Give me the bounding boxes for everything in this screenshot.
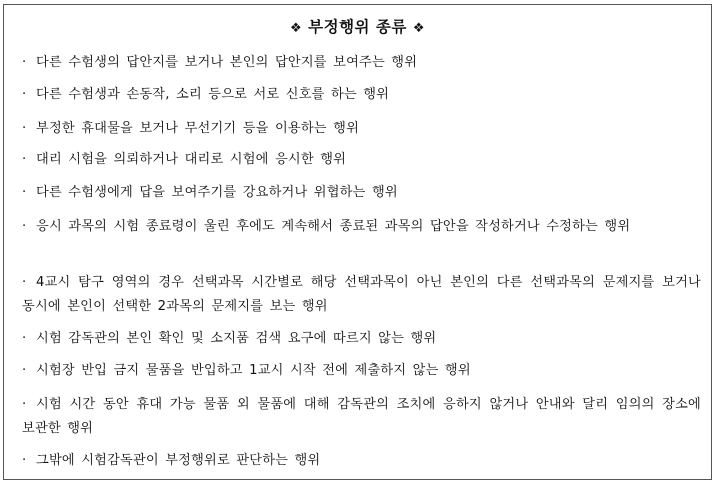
item-text: 다른 수험생의 답안지를 보거나 본인의 답안지를 보여주는 행위: [36, 55, 418, 70]
bullet-icon: ·: [22, 185, 27, 200]
bullet-icon: ·: [22, 219, 27, 234]
title-text: 부정행위 종류: [308, 18, 407, 36]
list-item: [22, 393, 701, 441]
item-text: 시험 감독관의 본인 확인 및 소지품 검색 요구에 따르지 않는 행위: [36, 331, 437, 346]
item-text: 시험 시간 동안 휴대 가능 물품 외 물품에 대해 감독관의 조치에 응하지 않거나 안내와 달리 임의의 장소에 보관한 행위: [22, 397, 701, 436]
bullet-icon: ·: [22, 121, 27, 136]
list-item: [22, 148, 701, 172]
item-text: 다른 수험생에게 답을 보여주기를 강요하거나 위협하는 행위: [36, 185, 398, 200]
item-text: 대리 시험을 의뢰하거나 대리로 시험에 응시한 행위: [36, 152, 347, 167]
list-item: [22, 449, 701, 473]
list-item: [22, 51, 701, 75]
list-item: [22, 271, 701, 319]
list-item: [22, 327, 701, 351]
bullet-icon: ·: [22, 55, 27, 70]
bullet-icon: ·: [22, 331, 27, 346]
bullet-icon: ·: [22, 397, 27, 412]
cheating-types-box: [3, 4, 712, 480]
bullet-icon: ·: [22, 363, 27, 378]
list-item: [22, 181, 701, 205]
list-item: [22, 83, 701, 107]
bullet-icon: ·: [22, 87, 27, 102]
item-text: 부정한 휴대물을 보거나 무선기기 등을 이용하는 행위: [36, 121, 360, 136]
item-text: 응시 과목의 시험 종료령이 울린 후에도 계속해서 종료된 과목의 답안을 작성하거나 수정하는 행위: [36, 219, 631, 234]
item-text: 다른 수험생과 손동작, 소리 등으로 서로 신호를 하는 행위: [36, 87, 390, 102]
item-text: 4교시 탐구 영역의 경우 선택과목 시간별로 해당 선택과목이 아닌 본인의 다른 선택과목의 문제지를 보거나 동시에 본인이 선택한 2과목의 문제지를 보는 행위: [22, 275, 701, 314]
item-text: 시험장 반입 금지 물품을 반입하고 1교시 시작 전에 제출하지 않는 행위: [36, 363, 471, 378]
bullet-icon: ·: [22, 152, 27, 167]
diamond-left-icon: ❖: [289, 21, 303, 36]
diamond-right-icon: ❖: [412, 21, 426, 36]
list-item: [22, 215, 701, 239]
bullet-icon: ·: [22, 275, 27, 290]
list-item: [22, 359, 701, 383]
box-title: [4, 15, 711, 37]
list-item: [22, 117, 701, 141]
bullet-icon: ·: [22, 453, 27, 468]
item-text: 그밖에 시험감독관이 부정행위로 판단하는 행위: [36, 453, 321, 468]
